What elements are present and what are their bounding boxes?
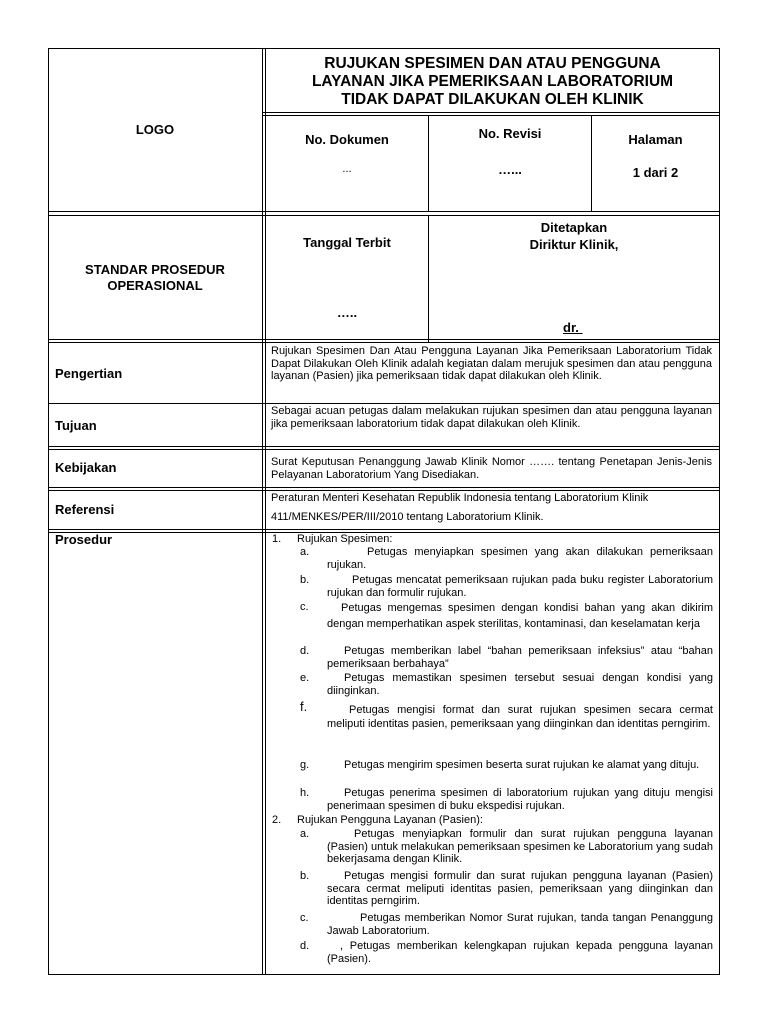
sop-line: OPERASIONAL: [107, 278, 203, 293]
row-divider: [48, 403, 720, 404]
procedure-item-text: Petugas menyiapkan formulir dan surat rujukan pengguna layanan (Pasien) untuk melakukan pemeriksaan spesimen ke Laboratorium yang sudah bekerjasama dengan Klinik.: [327, 828, 713, 865]
procedure-group-title: Rujukan Spesimen:: [297, 533, 393, 545]
row-divider: [48, 490, 720, 491]
document-title: [266, 55, 719, 109]
procedure-item-marker: f.: [300, 699, 308, 714]
procedure-item-text: Petugas memastikan spesimen tersebut sesuai dengan kondisi yang diinginkan.: [327, 672, 713, 697]
pengertian-text: Rujukan Spesimen Dan Atau Pengguna Layanan Jika Pemeriksaan Laboratorium Tidak Dapat Dilakukan Oleh Klinik adalah kegiatan dalam merujuk spesimen dan atau pengguna layanan (Pasien) jika pemeriksaan tidak dapat dilakukan oleh Klinik.: [271, 345, 712, 382]
header-column-divider: [262, 48, 263, 342]
procedure-group-number: 2.: [272, 814, 282, 826]
procedure-item-text: Petugas mengirim spesimen beserta surat rujukan ke alamat yang dituju.: [344, 759, 700, 771]
procedure-item-marker: g.: [300, 759, 310, 771]
procedure-item-text: Petugas memberikan label “bahan pemeriksaan infeksius” atau “bahan pemeriksaan berbahaya”: [327, 645, 713, 670]
tujuan-text: Sebagai acuan petugas dalam melakukan rujukan spesimen dan atau pengguna layanan jika pemeriksaan laboratorium tidak dapat dilakukan oleh Klinik.: [271, 405, 712, 430]
referensi-label: Referensi: [55, 502, 115, 517]
signature-name: dr.: [563, 320, 583, 335]
prosedur-label: Prosedur: [55, 532, 113, 547]
row-divider: [48, 487, 720, 488]
procedure-item-marker: a.: [300, 828, 310, 840]
procedure-item-text: Petugas menyiapkan spesimen yang akan dilakukan pemeriksaan rujukan.: [327, 546, 713, 571]
row-divider: [48, 529, 720, 530]
title-divider: [262, 115, 720, 116]
procedure-group-number: 1.: [272, 533, 282, 545]
procedure-item-text: Petugas mengisi formulir dan surat rujukan pengguna layanan (Pasien) secara cermat meliputi identitas pasien, pemeriksaan yang diinginkan dan identitas perngirim.: [327, 870, 713, 907]
table-border-left: [48, 48, 49, 975]
table-border-bottom: [48, 974, 720, 975]
header-bottom-divider: [48, 342, 720, 343]
body-column-divider: [265, 342, 266, 975]
sop-type-label: [48, 262, 262, 294]
procedure-item-text: Petugas memberikan Nomor Surat rujukan, tanda tangan Penanggung Jawab Laboratorium.: [327, 912, 713, 937]
title-line: LAYANAN JIKA PEMERIKSAAN LABORATORIUM: [311, 73, 674, 90]
procedure-item-marker: b.: [300, 574, 310, 586]
procedure-item-text: Petugas mengemas spesimen dengan kondisi bahan yang akan dikirim dengan memperhatikan aspek sterilitas, kontaminasi, dan keselamatan kerja: [327, 602, 713, 630]
kebijakan-text: Surat Keputusan Penanggung Jawab Klinik Nomor ……. tentang Penetapan Jenis-Jenis Pelayanan Laboratorium Yang Disediakan.: [271, 456, 712, 481]
kebijakan-label: Kebijakan: [55, 460, 117, 475]
body-column-divider: [262, 342, 263, 975]
table-border-right: [719, 48, 720, 975]
procedure-item-marker: c.: [300, 601, 309, 613]
procedure-item-marker: c.: [300, 912, 309, 924]
header-bottom-divider: [48, 339, 720, 340]
table-border-top: [48, 48, 720, 49]
header-section-divider: [48, 215, 720, 216]
rev-page-divider: [591, 115, 592, 212]
issue-date-value: …..: [336, 305, 358, 320]
header-section-divider: [48, 211, 720, 212]
procedure-item-marker: d.: [300, 645, 310, 657]
procedure-item-marker: h.: [300, 787, 310, 799]
approval-line: Diriktur Klinik,: [529, 237, 619, 252]
title-line: TIDAK DAPAT DILAKUKAN OLEH KLINIK: [341, 91, 644, 108]
procedure-item-marker: b.: [300, 870, 310, 882]
referensi-text-line2: 411/MENKES/PER/III/2010 tentang Laboratorium Klinik.: [271, 511, 544, 523]
document-number-label: No. Dokumen: [305, 132, 389, 147]
page-label: Halaman: [628, 132, 683, 147]
revision-value: …...: [498, 162, 522, 177]
title-divider: [262, 112, 720, 113]
page-value: 1 dari 2: [632, 165, 679, 180]
procedure-item-marker: d.: [300, 940, 310, 952]
referensi-text-line1: Peraturan Menteri Kesehatan Republik Indonesia tentang Laboratorium Klinik: [271, 492, 649, 504]
procedure-item-marker: a.: [300, 546, 310, 558]
pengertian-label: Pengertian: [55, 366, 123, 381]
procedure-item-text: , Petugas memberikan kelengkapan rujukan kepada pengguna layanan (Pasien).: [327, 940, 713, 965]
row-divider: [48, 449, 720, 450]
procedure-item-text: Petugas mengisi format dan surat rujukan spesimen secara cermat meliputi identitas pasien, pemeriksaan yang diinginkan dan identitas perngirim.: [327, 704, 713, 730]
approval-line: Ditetapkan: [540, 220, 608, 235]
sop-line: STANDAR PROSEDUR: [85, 262, 225, 277]
procedure-item-text: Petugas mencatat pemeriksaan rujukan pada buku register Laboratorium rujukan dan formulir rujukan.: [327, 574, 713, 599]
issue-date-label: Tanggal Terbit: [303, 235, 391, 250]
logo-placeholder: LOGO: [135, 122, 175, 137]
approval-block: [429, 219, 719, 253]
procedure-item-marker: e.: [300, 672, 310, 684]
document-number-value: ...: [342, 163, 352, 175]
revision-label: No. Revisi: [478, 126, 542, 141]
tujuan-label: Tujuan: [55, 418, 97, 433]
procedure-group-title: Rujukan Pengguna Layanan (Pasien):: [297, 814, 483, 826]
title-line: RUJUKAN SPESIMEN DAN ATAU PENGGUNA: [324, 55, 661, 72]
row-divider: [48, 446, 720, 447]
procedure-item-text: Petugas penerima spesimen di laboratorium rujukan yang dituju mengisi penerimaan spesimen di buku ekspedisi rujukan.: [327, 787, 713, 812]
